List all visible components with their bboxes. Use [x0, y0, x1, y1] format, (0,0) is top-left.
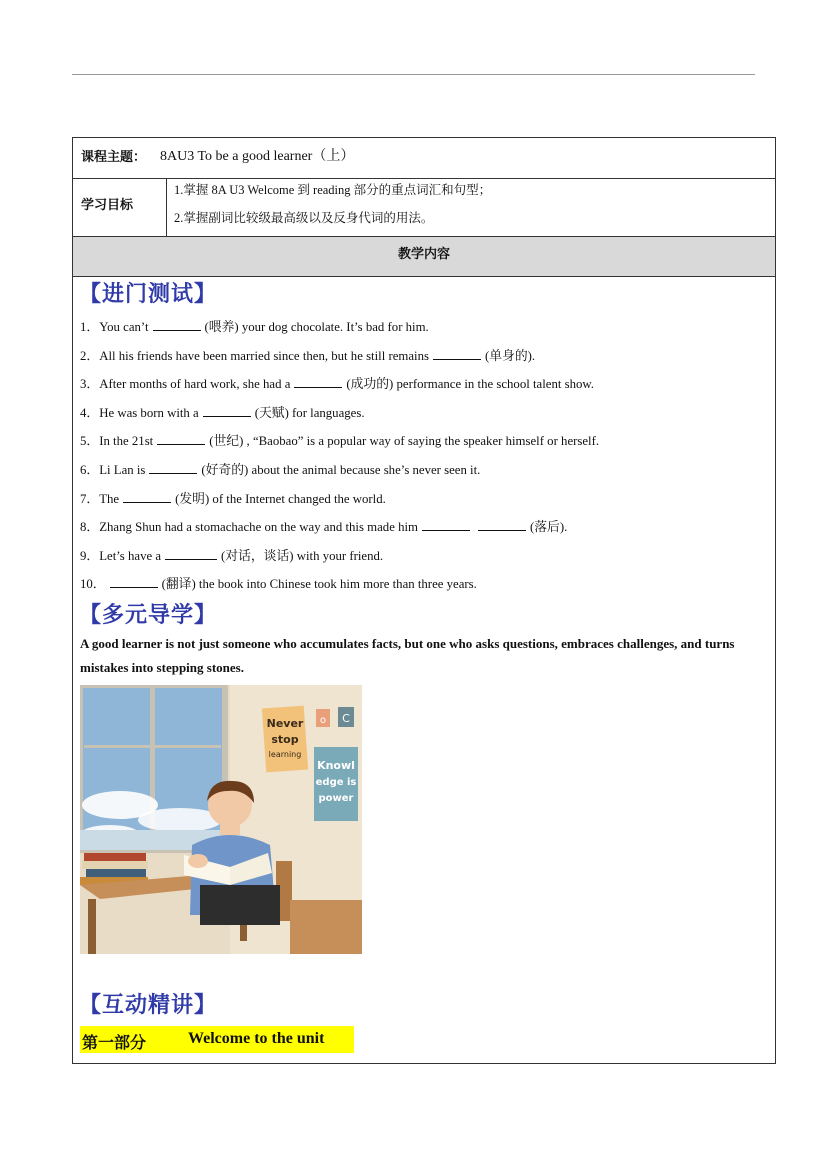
- answer-blank[interactable]: [153, 319, 201, 331]
- question-text-before: After months of hard work, she had a: [99, 377, 291, 392]
- question-number: 10．: [80, 577, 106, 592]
- letter-card-o: o: [319, 715, 327, 726]
- question-text-after: (落后).: [529, 520, 568, 535]
- question-item: [80, 373, 594, 392]
- answer-blank[interactable]: [294, 376, 342, 388]
- question-text-after: (天赋) for languages.: [254, 405, 365, 420]
- goal-item-1: 1.掌握 8A U3 Welcome 到 reading 部分的重点词汇和句型；: [174, 183, 492, 197]
- question-text-after: (单身的).: [485, 348, 536, 363]
- poster1-line2: stop: [271, 733, 299, 746]
- poster2-line1: Knowl: [317, 759, 355, 772]
- question-text-before: In the 21st: [99, 434, 154, 449]
- part-one-banner: [80, 1026, 354, 1053]
- question-text-after: (好奇的) about the animal because she’s never seen it.: [201, 463, 481, 477]
- poster1-line3: learning: [268, 750, 302, 759]
- answer-blank[interactable]: [478, 519, 526, 531]
- question-item: [80, 459, 480, 478]
- question-item: [80, 345, 535, 364]
- answer-blank[interactable]: [433, 348, 481, 360]
- question-text-before: Let’s have a: [99, 548, 162, 563]
- question-text-before: The: [99, 491, 120, 506]
- answer-blank[interactable]: [422, 519, 470, 531]
- answer-blank[interactable]: [110, 576, 158, 588]
- answer-blank[interactable]: [165, 548, 217, 560]
- poster1-line1: Never: [266, 717, 304, 730]
- poster2-line2: edge is: [315, 777, 357, 788]
- section-guided-learning-title: 【多元导学】: [79, 602, 218, 628]
- question-text-after: (成功的) performance in the school talent show.: [346, 377, 594, 392]
- question-item: [80, 516, 567, 535]
- answer-blank[interactable]: [157, 433, 205, 445]
- question-number: 6．: [80, 463, 100, 477]
- answer-blank[interactable]: [149, 462, 197, 474]
- question-text-after: (世纪) , “Baobao” is a popular way of saying the speaker himself or herself.: [209, 434, 600, 449]
- content-header: 教学内容: [73, 237, 775, 277]
- question-item: [80, 430, 599, 449]
- question-number: 3．: [80, 377, 100, 392]
- poster-never-stop-learning: [262, 706, 308, 773]
- course-label: 课程主题：: [81, 150, 147, 165]
- question-text-after: (翻译) the book into Chinese took him more than three years.: [161, 577, 477, 592]
- question-text-before: You can’t: [99, 320, 149, 334]
- question-number: 4．: [80, 405, 100, 420]
- poster2-line3: power: [318, 793, 354, 804]
- question-item: [80, 573, 477, 592]
- question-number: 9．: [80, 548, 100, 563]
- question-text-before: He was born with a: [99, 405, 199, 420]
- question-number: 7．: [80, 491, 100, 506]
- goal-item-2: 2.掌握副词比较级最高级以及反身代词的用法。: [174, 211, 434, 225]
- section-entry-test-title: 【进门测试】: [79, 281, 218, 307]
- question-text-before: All his friends have been married since then, but he still remains: [99, 348, 429, 363]
- question-item: [80, 545, 383, 564]
- question-text-after: (发明) of the Internet changed the world.: [175, 491, 386, 506]
- answer-blank[interactable]: [123, 491, 171, 503]
- section-interactive-lecture-title: 【互动精讲】: [79, 992, 218, 1018]
- motto-quote: A good learner is not just someone who accumulates facts, but one who asks questions, embraces challenges, and turns mistakes into stepping stones.: [80, 636, 735, 675]
- letter-card-c: C: [342, 712, 350, 725]
- question-item: [80, 488, 386, 507]
- question-number: 2．: [80, 348, 100, 363]
- question-item: [80, 316, 429, 335]
- question-number: 5．: [80, 434, 100, 449]
- lesson-table: [72, 137, 776, 1064]
- course-row: [73, 138, 775, 179]
- question-text-after: (喂养) your dog chocolate. It’s bad for him.: [204, 320, 429, 334]
- answer-blank[interactable]: [203, 405, 251, 417]
- goals-label: 学习目标: [73, 179, 167, 236]
- goals-row: [73, 179, 775, 237]
- question-number: 8．: [80, 520, 100, 535]
- part-one-label: 第一部分: [82, 1033, 147, 1052]
- student-studying-illustration: [80, 685, 362, 954]
- course-title: 8AU3 To be a good learner（上）: [160, 149, 355, 164]
- question-text-before: Zhang Shun had a stomachache on the way and this made him: [99, 520, 418, 535]
- page-header-rule: [72, 74, 755, 75]
- question-item: [80, 402, 365, 421]
- part-one-title: Welcome to the unit: [188, 1030, 325, 1047]
- poster-knowledge-is-power: [314, 747, 358, 821]
- question-text-after: (对话，谈话) with your friend.: [221, 548, 384, 563]
- question-number: 1．: [80, 320, 100, 334]
- question-text-before: Li Lan is: [99, 463, 146, 477]
